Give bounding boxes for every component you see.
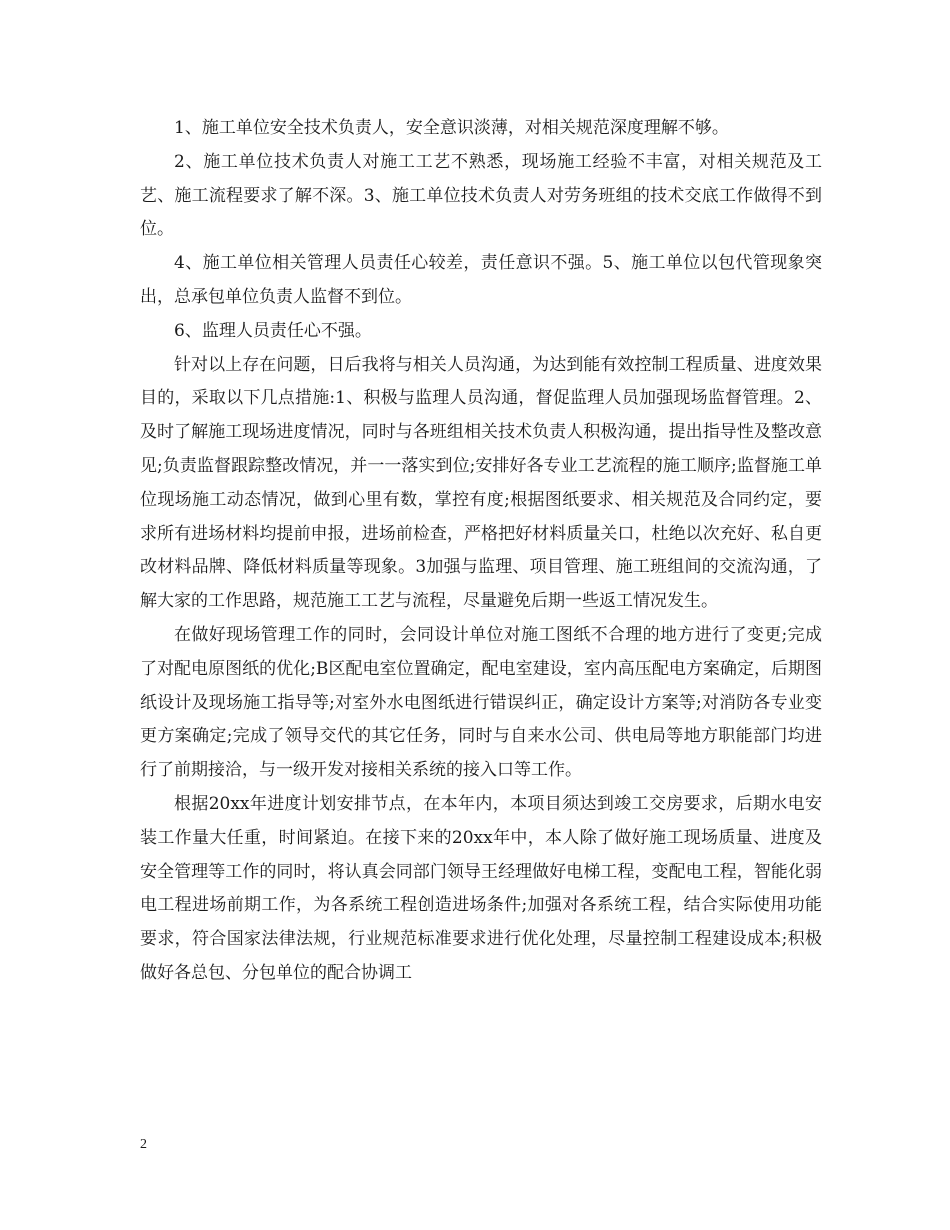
paragraph-6: 在做好现场管理工作的同时，会同设计单位对施工图纸不合理的地方进行了变更;完成了对配电原图纸的优化;B区配电室位置确定，配电室建设，室内高压配电方案确定，后期图纸设计及现场施工指导等;对室外水电图纸进行错误纠正，确定设计方案等;对消防各专业变更方案确定;完成了领导交代的其它任务，同时与自来水公司、供电局等地方职能部门均进行了前期接洽，与一级开发对接相关系统的接入口等工作。 bbox=[140, 624, 822, 781]
paragraph-7: 根据20xx年进度计划安排节点，在本年内，本项目须达到竣工交房要求，后期水电安装工作量大任重，时间紧迫。在接下来的20xx年中，本人除了做好施工现场质量、进度及安全管理等工作的同时，将认真会同部门领导王经理做好电梯工程，变配电工程，智能化弱电工程进场前期工作，为各系统工程创造进场条件;加强对各系统工程，结合实际使用功能要求，符合国家法律法规，行业规范标准要求进行优化处理，尽量控制工程建设成本;积极做好各总包、分包单位的配合协调工 bbox=[140, 793, 822, 983]
paragraph-4: 6、监理人员责任心不强。 bbox=[174, 320, 372, 341]
paragraph-3: 4、施工单位相关管理人员责任心较差，责任意识不强。5、施工单位以包代管现象突出，总承包单位负责人监督不到位。 bbox=[140, 253, 822, 307]
page-number: 2 bbox=[140, 1137, 147, 1152]
paragraph-1: 1、施工单位安全技术负责人，安全意识淡薄，对相关规范深度理解不够。 bbox=[174, 118, 729, 138]
paragraph-2: 2、施工单位技术负责人对施工工艺不熟悉，现场施工经验不丰富，对相关规范及工艺、施工流程要求了解不深。3、施工单位技术负责人对劳务班组的技术交底工作做得不到位。 bbox=[140, 151, 822, 240]
paragraph-5: 针对以上存在问题，日后我将与相关人员沟通，为达到能有效控制工程质量、进度效果目的，采取以下几点措施:1、积极与监理人员沟通，督促监理人员加强现场监督管理。2、及时了解施工现场进度情况，同时与各班组相关技术负责人积极沟通，提出指导性及整改意见;负责监督跟踪整改情况，并一一落实到位;安排好各专业工艺流程的施工顺序;监督施工单位现场施工动态情况，做到心里有数，掌控有度;根据图纸要求、相关规范及合同约定，要求所有进场材料均提前申报，进场前检查，严格把好材料质量关口，杜绝以次充好、私自更改材料品牌、降低材料质量等现象。3加强与监理、项目管理、施工班组间的交流沟通，了解大家的工作思路，规范施工工艺与流程，尽量避免后期一些返工情况发生。 bbox=[140, 354, 822, 612]
document-body bbox=[140, 112, 822, 991]
